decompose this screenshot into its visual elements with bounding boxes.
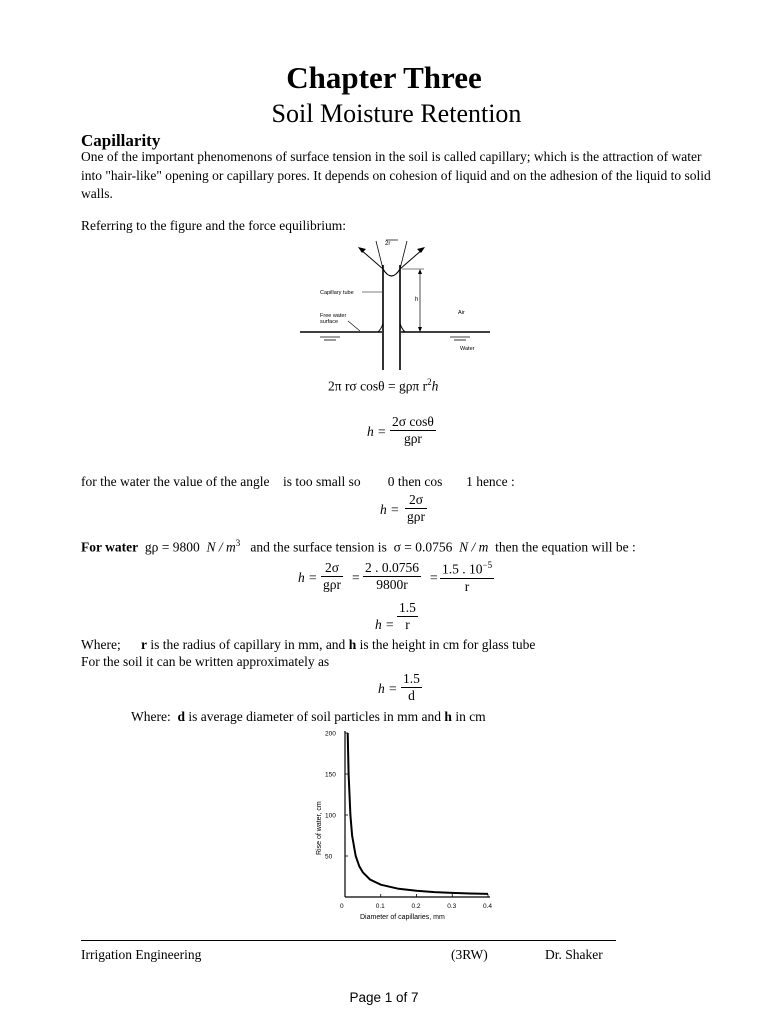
water-unit-sup: 3 (235, 538, 241, 548)
equation-force-balance: 2π rσ cosθ = gρπ $r^2h$ (328, 377, 439, 394)
footer-course: Irrigation Engineering (81, 947, 202, 962)
eq4-f3-den: r (440, 578, 494, 595)
eq1-sup: 2 (427, 377, 432, 387)
water-unit: N / m (206, 539, 236, 555)
angle-text-a: for the water the value of the angle (81, 474, 270, 489)
eq1-rhs-tail: h (431, 378, 439, 394)
x-tick-label: 0.4 (483, 903, 493, 910)
eq6-fraction (401, 671, 422, 704)
referring-line: Referring to the figure and the force equilibrium: (81, 218, 347, 233)
angle-text-c: 0 then cos (387, 474, 443, 489)
eq4-fraction-1 (321, 560, 343, 593)
water-sigma: σ = 0.0756 (393, 539, 453, 555)
eq3-numerator: 2σ (408, 492, 423, 507)
where1-a: Where; (81, 637, 121, 652)
intro-paragraph: One of the important phenomenons of surface tension in the soil is called capillary; which is the attraction of water into "hair-like" opening or capillary pores. It depends on cohesion of liquid and on the adhesion of the liquid to solid walls. (81, 149, 711, 201)
x-axis-label: Diameter of capillaries, mm (360, 914, 445, 921)
x-tick-label: 0.2 (411, 903, 421, 910)
eq4-f3-sup: −5 (482, 560, 493, 570)
label-2r: 2r (385, 241, 391, 247)
eq2-denominator: gρr (390, 430, 436, 447)
water-g: gρ = 9800 (144, 539, 200, 555)
label-capillary-tube: Capillary tube (320, 290, 354, 296)
where2-a: Where: (131, 709, 171, 724)
eq4-h (298, 570, 317, 586)
x-tick-label: 0.3 (447, 903, 457, 910)
angle-text (81, 474, 515, 490)
eq5-denominator: r (397, 616, 418, 633)
eq2-h (367, 424, 386, 440)
section-heading: Capillarity (81, 131, 161, 150)
eq4-equals-2: = (430, 570, 438, 585)
footer-rule (81, 940, 616, 941)
where-radius-line (81, 637, 535, 653)
chapter-title: Chapter Three (286, 60, 482, 95)
eq1-rhs: gρπ r (398, 378, 428, 394)
eq4-f2-den: 9800r (363, 576, 421, 593)
eq4-f3-num: 1.5 . 10 (442, 561, 483, 577)
eq1-lhs: 2π rσ cosθ (328, 378, 385, 394)
y-tick-label: 150 (325, 771, 336, 779)
angle-text-b: is too small so (283, 474, 361, 489)
eq6-denominator: d (401, 687, 422, 704)
capillary-tube-figure (300, 235, 500, 370)
where1-h: h (348, 637, 357, 652)
water-sigma-unit: N / m (459, 539, 489, 555)
eq4-fraction-2 (363, 560, 421, 593)
footer-code: (3RW) (451, 947, 488, 962)
eq2-fraction (390, 414, 436, 447)
eq6-h (378, 681, 397, 697)
footer-author: Dr. Shaker (545, 947, 603, 962)
where1-r: r (140, 637, 147, 652)
eq4-h-text: h = (298, 570, 318, 585)
where2-c: in cm (455, 709, 486, 724)
y-tick-label: 200 (325, 730, 336, 738)
eq4-equals-1: = (352, 570, 360, 585)
y-tick-label: 50 (325, 853, 333, 861)
where2-h: h (444, 709, 452, 724)
label-surface: surface (320, 319, 339, 325)
series-line (348, 733, 488, 894)
chapter-subtitle: Soil Moisture Retention (271, 99, 522, 128)
eq3-denominator: gρr (407, 509, 425, 524)
soil-line: For the soil it can be written approximately as (81, 654, 330, 669)
eq6-numerator: 1.5 (403, 671, 420, 686)
eq4-fraction-3 (440, 560, 494, 595)
where1-c: is the height in cm for glass tube (359, 637, 536, 652)
page-number: Page 1 of 7 (349, 990, 419, 1005)
eq5-h-text: h = (375, 617, 395, 632)
eq3-h-text: h = (380, 502, 400, 517)
eq2-numerator: 2σ cosθ (392, 414, 434, 429)
water-values-line (81, 538, 636, 556)
where2-b: is average diameter of soil particles in mm and (188, 709, 442, 724)
water-tail: then the equation will be : (495, 539, 636, 555)
eq3-fraction (405, 492, 427, 525)
angle-text-d: 1 hence : (466, 474, 515, 489)
y-axis-label: Rise of water, cm (316, 801, 323, 855)
y-tick-label: 100 (325, 812, 336, 820)
eq4-f1-den: gρr (323, 577, 341, 592)
x-tick-label: 0.1 (375, 903, 385, 910)
where2-d: d (177, 709, 185, 724)
eq5-numerator: 1.5 (399, 600, 416, 615)
eq2-h-text: h = (367, 424, 387, 439)
label-h: h (415, 297, 419, 303)
water-bold: For water (81, 539, 139, 555)
eq4-f1-num: 2σ (324, 560, 339, 575)
eq5-fraction (397, 600, 418, 633)
eq6-h-text: h = (378, 681, 398, 696)
x-tick-label: 0 (340, 903, 344, 910)
where1-b: is the radius of capillary in mm, and (150, 637, 346, 652)
where-diameter-line (131, 709, 486, 725)
water-mid: and the surface tension is (250, 539, 387, 555)
capillary-rise-chart (305, 725, 505, 925)
label-air: Air (458, 310, 465, 316)
eq4-f2-num: 2 . 0.0756 (365, 560, 419, 575)
eq3-h (380, 502, 399, 518)
label-water: Water (460, 346, 475, 352)
eq5-h (375, 617, 394, 633)
label-free-water: Free water (320, 313, 347, 319)
